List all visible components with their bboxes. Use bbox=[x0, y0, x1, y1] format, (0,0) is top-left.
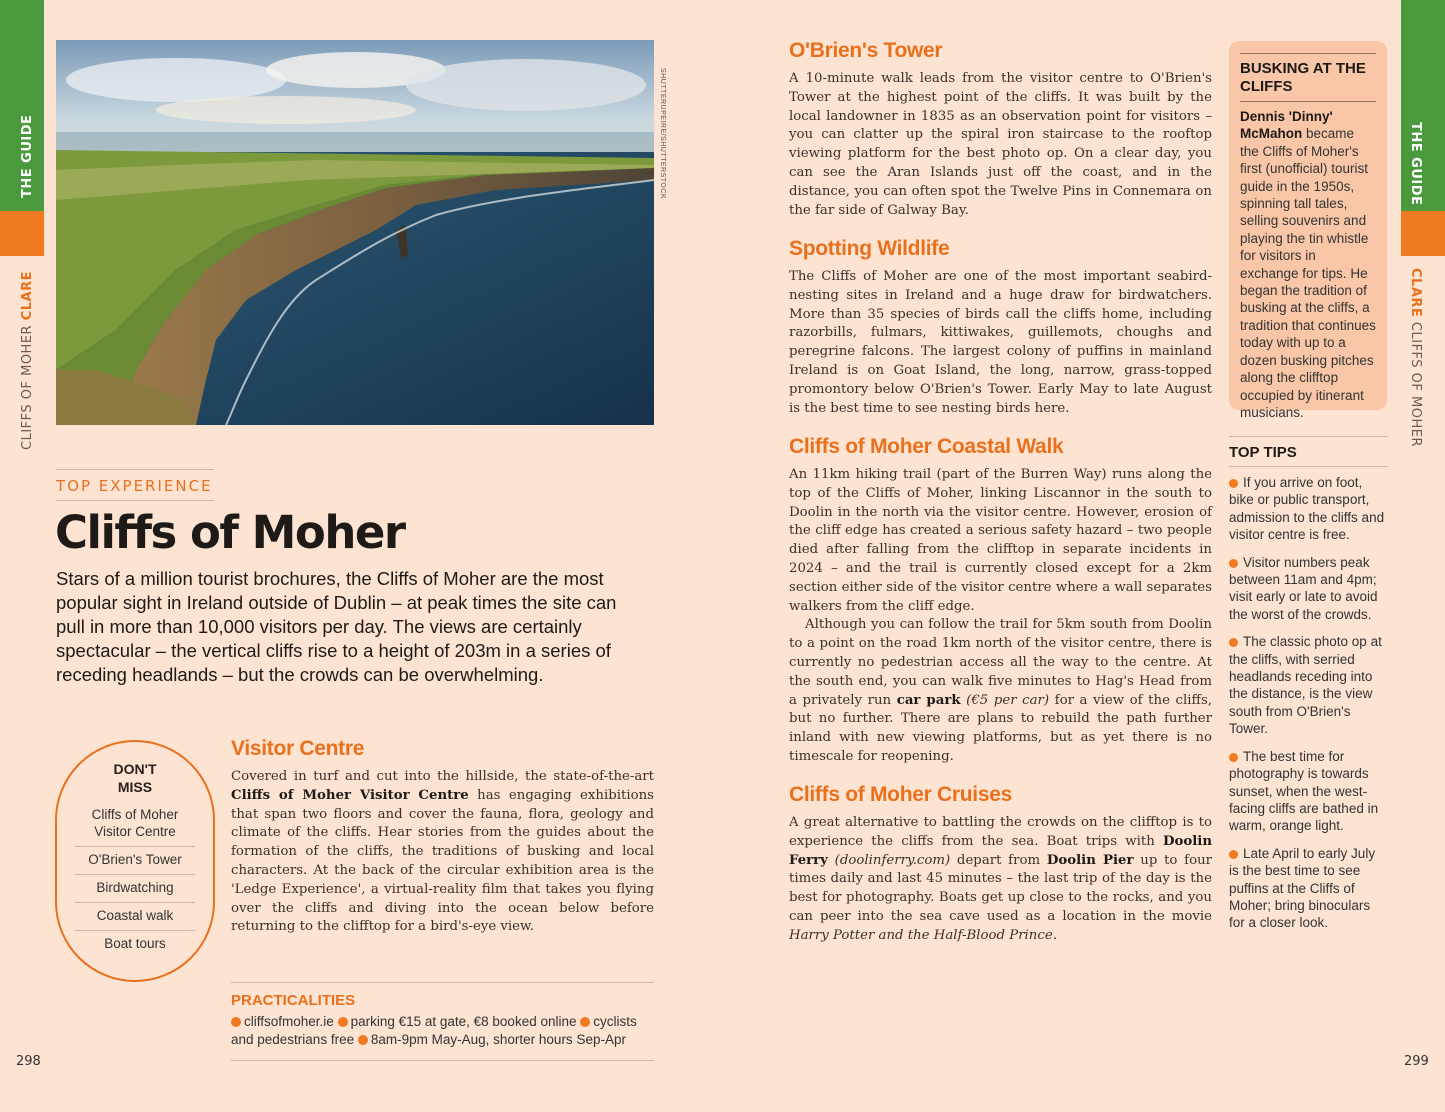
tip-item: Visitor numbers peak between 11am and 4pm; visit early or late to avoid the worst of the crowds. bbox=[1229, 554, 1378, 622]
obriens-text: A 10-minute walk leads from the visitor centre to O'Brien's Tower at the highest point of the cliffs. It was built by the local landowner in 1835 as an observation point for visitors – you can clatter up the spiral iron staircase to the rooftop viewing platform for the best photo op. On a clear day, you can see the Aran Islands just off the coast, and in the distance, you can often spot the Twelve Pins in Connemara on the far side of Galway Bay. bbox=[789, 71, 1212, 218]
visitor-centre-text: Covered in turf and cut into the hillside, the state-of-the-art Cliffs of Moher Visitor Centre has engaging exhibitions that span two floors and cover the fauna, flora, geology and climate of the cliffs. Hear stories from the guides about the formation of the cliffs, the traditions of busking and local characters. At the back of the circular exhibition area is the 'Ledge Experience', a virtual-reality film that takes you flying over the cliffs and diving into the ocean below before returning to the clifftop for a bird's-eye view. bbox=[231, 769, 654, 935]
dont-miss-item: Coastal walk bbox=[75, 903, 195, 931]
dont-miss-list bbox=[75, 802, 195, 958]
section-kicker: TOP EXPERIENCE bbox=[56, 469, 214, 501]
busking-text: Dennis 'Dinny' McMahon became the Cliffs of Moher's first (unofficial) tourist guide in the 1950s, spinning tall tales, selling souvenirs and playing the tin whistle for visitors in exchange for tips. He began the tradition of busking at the cliffs, a tradition that continues today with up to a dozen busking pitches along the clifftop occupied by itinerant musicians. bbox=[1240, 109, 1376, 420]
photo-credit: SHUTTERUPEIRE/SHUTTERSTOCK bbox=[659, 68, 666, 200]
cliffs-photo bbox=[56, 40, 654, 425]
page-number-right: 299 bbox=[1404, 1054, 1429, 1069]
tip-item: If you arrive on foot, bike or public transport, admission to the cliffs and visitor centre is free. bbox=[1229, 475, 1385, 543]
bullet-icon bbox=[1229, 850, 1238, 859]
cliffs-landscape-image bbox=[56, 40, 654, 425]
bullet-icon bbox=[580, 1017, 590, 1027]
tip-item: Late April to early July is the best time to see puffins at the Cliffs of Moher; bring binoculars for a closer look. bbox=[1229, 845, 1376, 931]
dont-miss-item: O'Brien's Tower bbox=[75, 847, 195, 875]
bullet-icon bbox=[1229, 479, 1238, 488]
bullet-icon bbox=[1229, 559, 1238, 568]
busking-title: BUSKING AT THE CLIFFS bbox=[1240, 53, 1376, 102]
cruises-text: A great alternative to battling the crowds on the clifftop is to experience the cliffs from the sea. Boat trips with Doolin Ferry (doolinferry.com) depart from Doolin Pier up to four times daily and last 45 minutes – the last trip of the day is the best for photography. Boats get up close to the rocks, and you can peer into the sea cave used as a location in the movie Harry Potter and the Half-Blood Prince. bbox=[789, 815, 1213, 943]
side-tab-orange-right bbox=[1401, 211, 1445, 256]
practicalities-title: PRACTICALITIES bbox=[231, 992, 356, 1009]
intro-paragraph: Stars of a million tourist brochures, the Cliffs of Moher are the most popular sight in Ireland outside of Dublin – at peak times the site can pull in more than 10,000 visitors per day. The views are certainly spectacular – the vertical cliffs rise to a height of 203m in a series of receding headlands – but the crowds can be overwhelming. bbox=[56, 568, 617, 685]
dont-miss-item: Cliffs of Moher Visitor Centre bbox=[75, 802, 195, 847]
dont-miss-item: Birdwatching bbox=[75, 875, 195, 903]
bullet-icon bbox=[1229, 753, 1238, 762]
visitor-centre-heading: Visitor Centre bbox=[231, 737, 365, 760]
bullet-icon bbox=[338, 1017, 348, 1027]
top-tips-title: TOP TIPS bbox=[1229, 436, 1388, 467]
dont-miss-box bbox=[55, 740, 215, 982]
practicalities-box bbox=[231, 982, 654, 1061]
wildlife-text: The Cliffs of Moher are one of the most important seabird-nesting sites in Ireland and a huge draw for birdwatchers. More than 35 species of birds call the cliffs home, including razorbills, fulmars, kittiwakes, guillemots, choughs and peregrine falcons. The largest colony of puffins in mainland Ireland is on Goat Island, the long, narrow, grass-topped promontory below O'Brien's Tower. Early May to late August is the best time to see nesting birds here. bbox=[789, 269, 1212, 416]
busking-sidebar bbox=[1229, 41, 1387, 420]
side-tab-orange-left bbox=[0, 211, 44, 256]
side-tab-section-right: CLARE CLIFFS OF MOHER bbox=[1408, 268, 1423, 447]
page-title: Cliffs of Moher bbox=[55, 506, 405, 559]
coastal-walk-heading: Cliffs of Moher Coastal Walk bbox=[789, 435, 1064, 458]
page-number-left: 298 bbox=[16, 1054, 41, 1069]
coastal-walk-text: An 11km hiking trail (part of the Burren Way) runs along the top of the Cliffs of Moher, linking Liscannor in the south to Doolin in the north via the visitor centre. However, erosion of the cliff edge has created a serious safety hazard – two people died after falling from the clifftop in separate incidents in 2024 – and the trail is currently closed except for a 2km section either side of the visitor centre where a wall separates walkers from the cliff edge. Although you can follow the trail for 5km south from Doolin to a point on the road 1km north of the visitor centre, there is currently no pedestrian access all the way to the centre. At the south end, you can walk five minutes to Hag's Head from a privately run car park (€5 per car) for a view of the cliffs, but no further. There are plans to rebuild the path further inland with new viewing platforms, but as yet there is no timescale for reopening. bbox=[789, 467, 1212, 764]
bullet-icon bbox=[1229, 638, 1238, 647]
bullet-icon bbox=[231, 1017, 241, 1027]
dont-miss-title: DON'T MISS bbox=[113, 761, 157, 795]
bullet-icon bbox=[358, 1035, 368, 1045]
cruises-heading: Cliffs of Moher Cruises bbox=[789, 783, 1012, 806]
top-tips bbox=[1229, 436, 1388, 932]
obriens-heading: O'Brien's Tower bbox=[789, 39, 943, 62]
dont-miss-item: Boat tours bbox=[104, 936, 166, 951]
side-tab-section-left: CLIFFS OF MOHER CLARE bbox=[20, 271, 35, 450]
practicalities-text: cliffsofmoher.ie parking €15 at gate, €8 booked online cyclists and pedestrians free 8am-9pm May-Aug, shorter hours Sep-Apr bbox=[231, 1014, 637, 1047]
tip-item: The classic photo op at the cliffs, with serried headlands receding into the distance, is the view south from O'Brien's Tower. bbox=[1229, 634, 1382, 737]
side-tab-guide-right: THE GUIDE bbox=[1408, 122, 1423, 206]
wildlife-heading: Spotting Wildlife bbox=[789, 237, 950, 260]
side-tab-guide-left: THE GUIDE bbox=[20, 114, 35, 198]
tip-item: The best time for photography is towards sunset, when the west-facing cliffs are bathed in warm, orange light. bbox=[1229, 748, 1379, 834]
